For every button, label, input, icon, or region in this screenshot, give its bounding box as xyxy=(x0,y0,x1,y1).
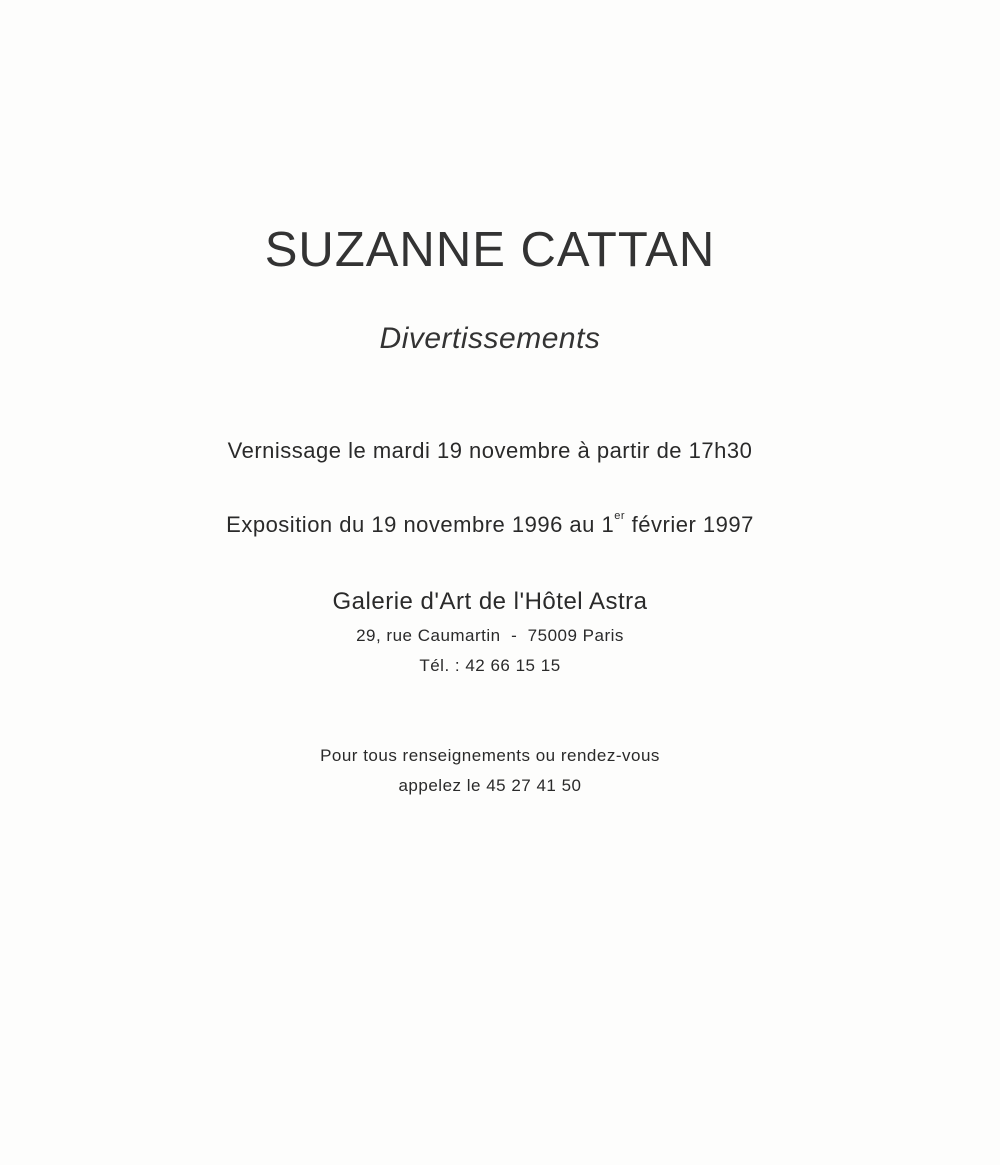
contact-phone-line: appelez le 45 27 41 50 xyxy=(398,776,582,795)
exposition-dates xyxy=(0,512,990,538)
artist-name: SUZANNE CATTAN xyxy=(264,223,716,277)
exhibition-title: Divertissements xyxy=(379,322,601,355)
exposition-prefix: Exposition du 19 novembre 1996 au 1 xyxy=(226,512,615,537)
gallery-name: Galerie d'Art de l'Hôtel Astra xyxy=(332,588,648,615)
vernissage-line: Vernissage le mardi 19 novembre à partir de 17h30 xyxy=(227,438,753,463)
exposition-suffix: février 1997 xyxy=(625,512,754,537)
gallery-phone: Tél. : 42 66 15 15 xyxy=(419,656,561,675)
exposition-superscript: er xyxy=(614,510,626,522)
gallery-address: 29, rue Caumartin - 75009 Paris xyxy=(356,626,624,645)
contact-info-line: Pour tous renseignements ou rendez-vous xyxy=(320,746,660,765)
